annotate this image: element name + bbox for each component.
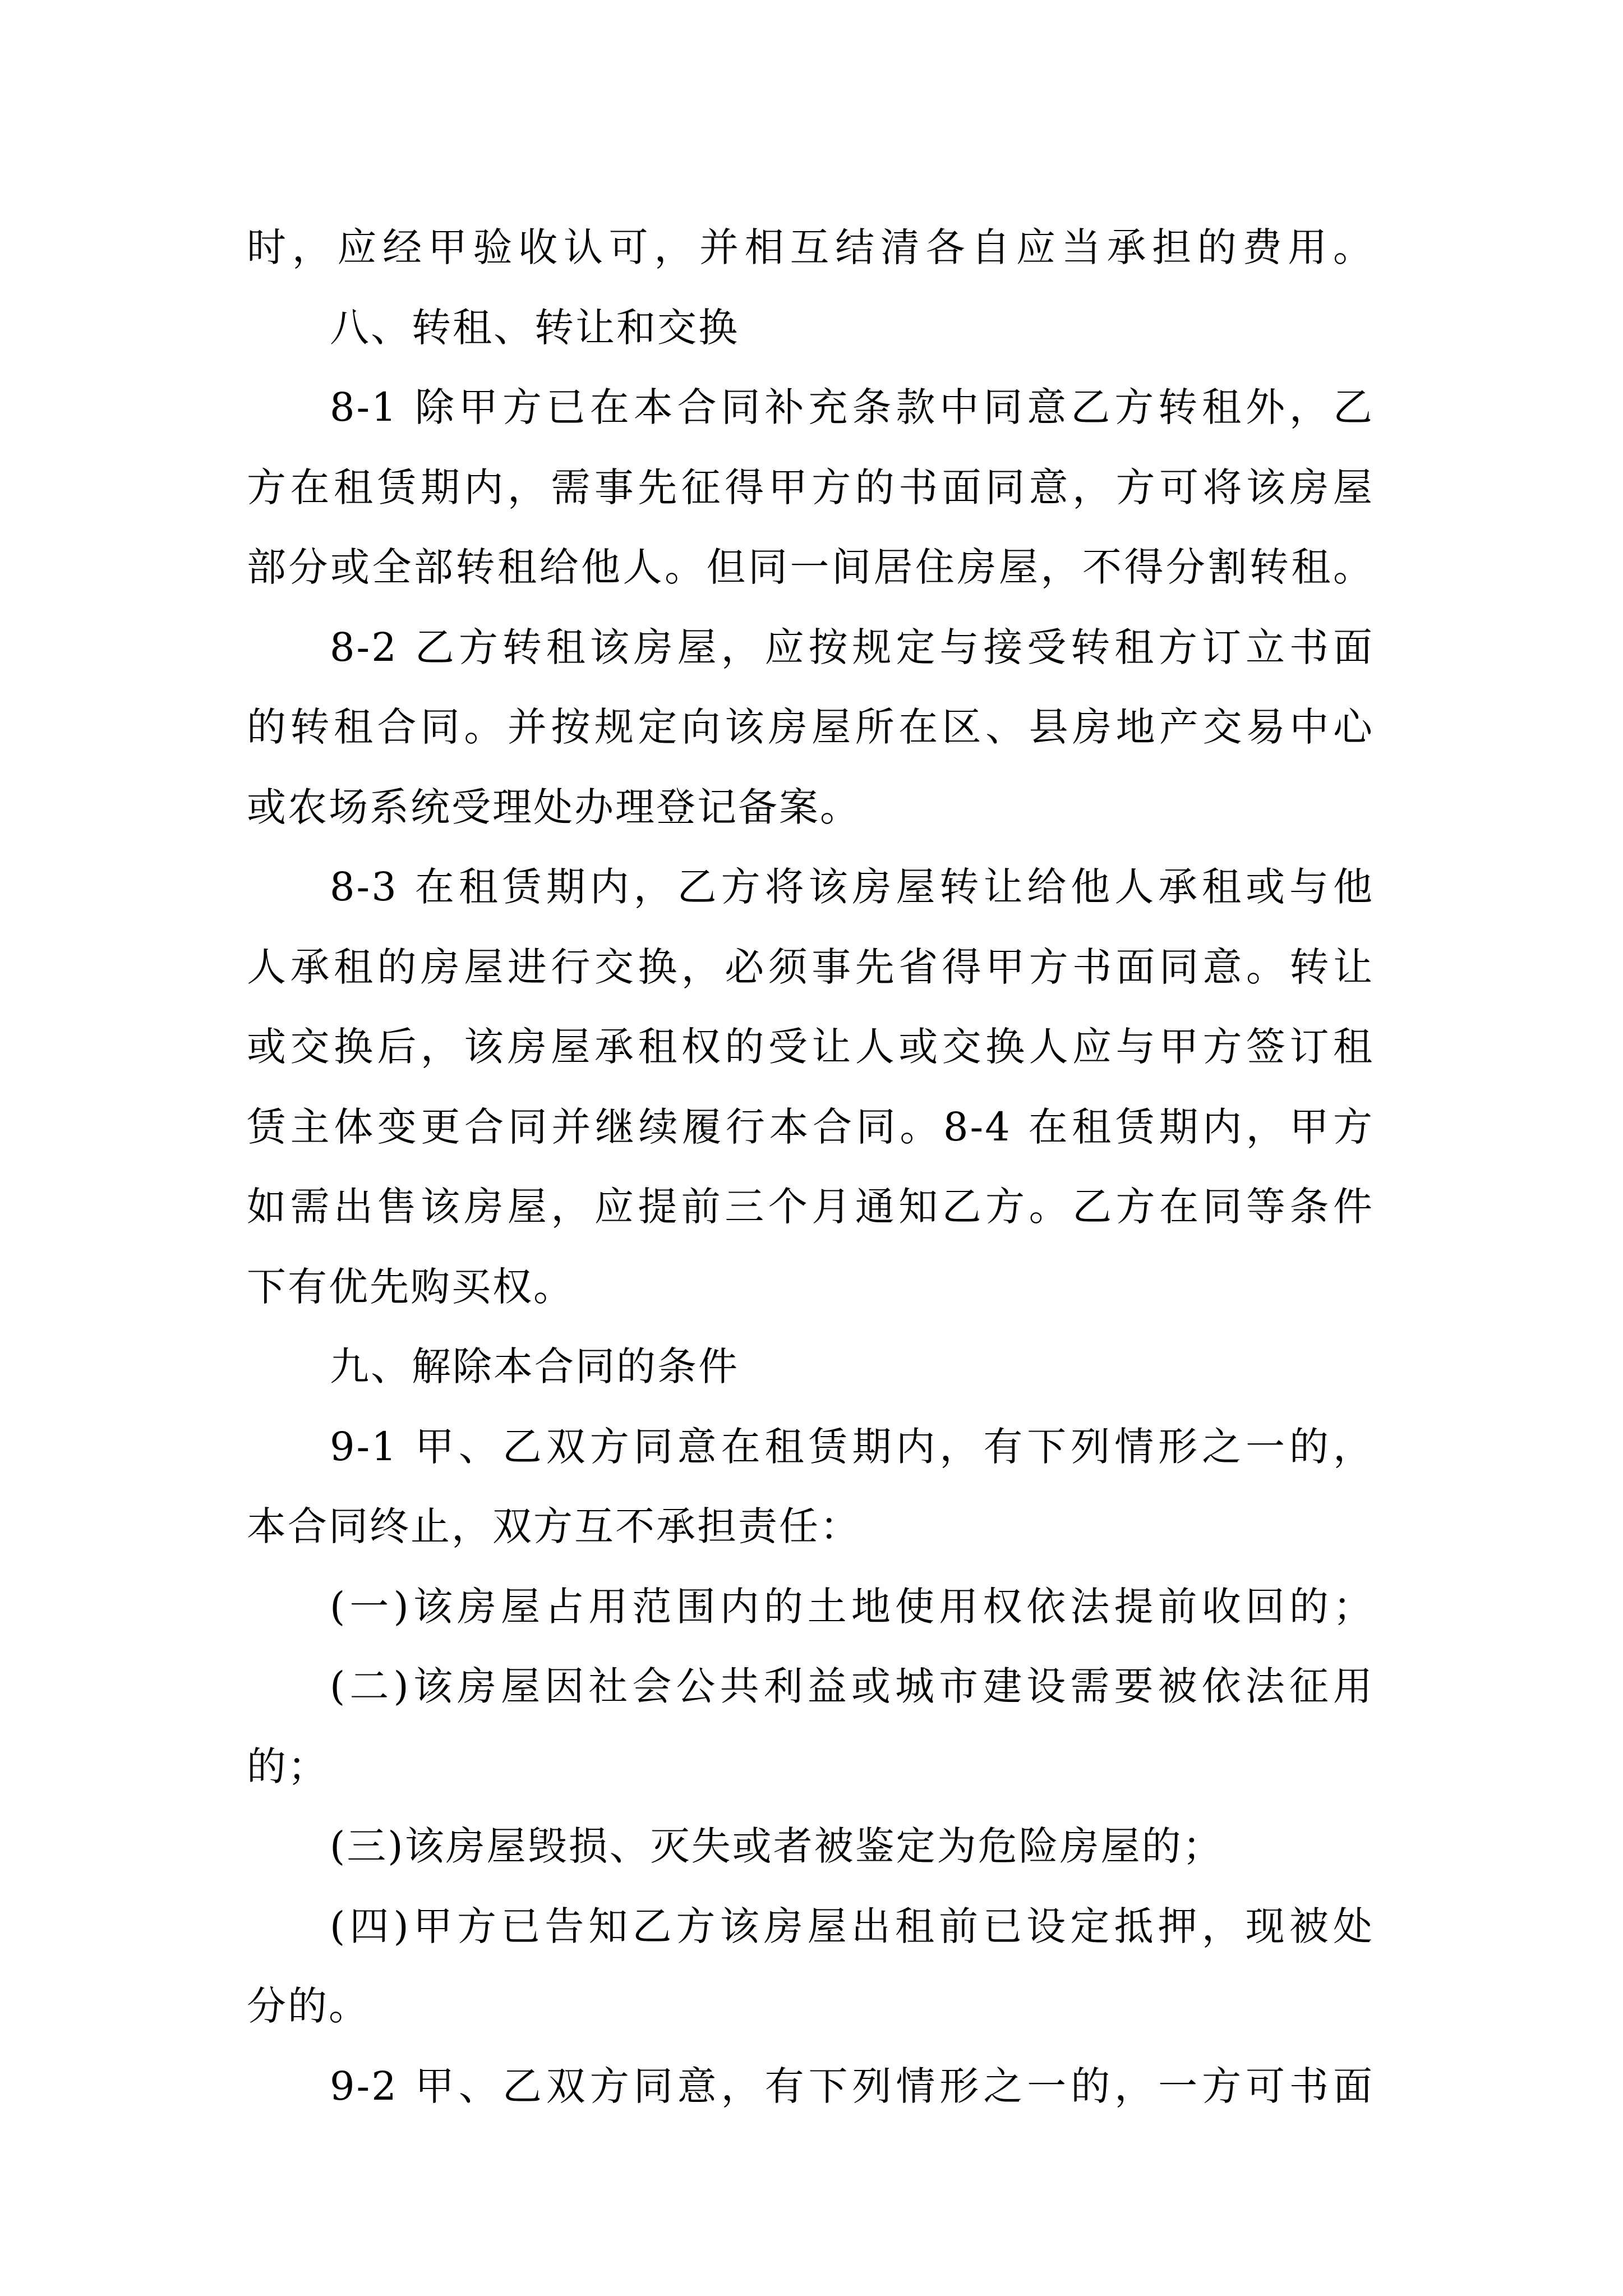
text-line: 的转租合同。并按规定向该房屋所在区、县房地产交易中心 — [247, 704, 1374, 750]
text-line: 9-1 甲、乙双方同意在租赁期内，有下列情形之一的， — [330, 1423, 1374, 1470]
text-line: (三)该房屋毁损、灭失或者被鉴定为危险房屋的； — [330, 1823, 1224, 1869]
text-line: 的； — [247, 1743, 329, 1789]
text-line: 赁主体变更合同并继续履行本合同。8-4 在租赁期内，甲方 — [247, 1103, 1374, 1150]
text-line: (四)甲方已告知乙方该房屋出租前已设定抵押，现被处 — [330, 1903, 1374, 1949]
text-line: 时，应经甲验收认可，并相互结清各自应当承担的费用。 — [247, 224, 1374, 270]
document-body — [247, 208, 1374, 2126]
text-line: 8-3 在租赁期内，乙方将该房屋转让给他人承租或与他 — [330, 864, 1374, 910]
text-line: 方在租赁期内，需事先征得甲方的书面同意，方可将该房屋 — [247, 464, 1374, 510]
text-line: 本合同终止，双方互不承担责任： — [247, 1503, 861, 1549]
text-line: 分的。 — [247, 1983, 370, 2029]
text-line: 8-2 乙方转租该房屋，应按规定与接受转租方订立书面 — [330, 624, 1374, 670]
text-line: 八、转租、转让和交换 — [330, 304, 739, 351]
text-line: 如需出售该房屋，应提前三个月通知乙方。乙方在同等条件 — [247, 1184, 1374, 1230]
text-line: 9-2 甲、乙双方同意，有下列情形之一的，一方可书面 — [330, 2063, 1374, 2109]
text-line: 人承租的房屋进行交换，必须事先省得甲方书面同意。转让 — [247, 944, 1374, 990]
text-line: (二)该房屋因社会公共利益或城市建设需要被依法征用 — [330, 1663, 1374, 1709]
text-line: 下有优先购买权。 — [247, 1263, 574, 1310]
text-line: 或交换后，该房屋承租权的受让人或交换人应与甲方签订租 — [247, 1024, 1374, 1070]
text-line: (一)该房屋占用范围内的土地使用权依法提前收回的； — [330, 1583, 1374, 1630]
text-line: 部分或全部转租给他人。但同一间居住房屋，不得分割转租。 — [247, 544, 1374, 590]
text-line: 或农场系统受理处办理登记备案。 — [247, 784, 861, 830]
text-line: 8-1 除甲方已在本合同补充条款中同意乙方转租外，乙 — [330, 384, 1374, 430]
text-line: 九、解除本合同的条件 — [330, 1343, 739, 1389]
